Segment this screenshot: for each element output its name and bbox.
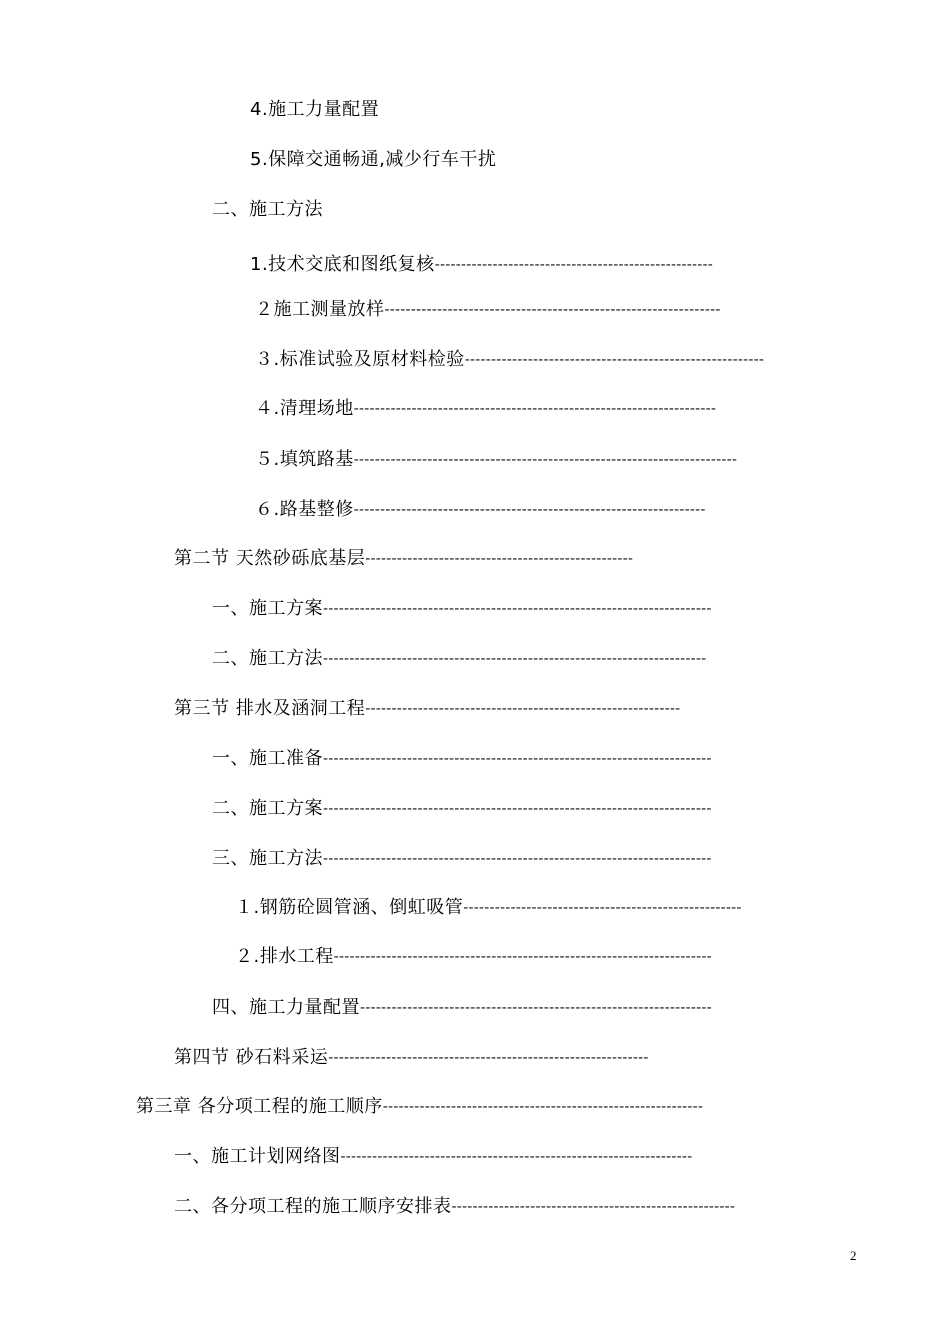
toc-entry xyxy=(250,252,790,278)
toc-leader-dashes: ------------------------------------------------------------------- xyxy=(340,1149,693,1165)
toc-entry xyxy=(212,197,323,223)
toc-entry-text: 二、各分项工程的施工顺序安排表 xyxy=(174,1196,452,1217)
toc-entry xyxy=(212,596,822,622)
toc-leader-dashes: -------------------------------------------------------------------------- xyxy=(323,801,712,817)
toc-entry-text: 第二节 天然砂砾底基层 xyxy=(174,548,366,569)
toc-leader-dashes: ------------------------------------------------------------ xyxy=(365,701,681,717)
toc-entry-text: １.钢筋砼圆管涵、倒虹吸管 xyxy=(235,897,464,918)
toc-leader-dashes: ------------------------------------------------------------- xyxy=(382,1099,704,1115)
toc-entry-text: 二、施工方法 xyxy=(212,648,323,669)
toc-entry xyxy=(250,147,496,173)
toc-entry-text: 第四节 砂石料采运 xyxy=(174,1047,329,1068)
toc-entry-text: ２.排水工程 xyxy=(235,946,334,967)
toc-entry xyxy=(255,297,795,323)
toc-entry xyxy=(255,347,832,373)
toc-entry xyxy=(255,497,806,523)
toc-entry xyxy=(212,746,822,772)
toc-entry-text: 4.施工力量配置 xyxy=(250,99,380,120)
toc-entry xyxy=(255,447,832,473)
toc-entry xyxy=(212,796,822,822)
toc-entry xyxy=(136,1094,782,1120)
toc-entry-text: 5.保障交通畅通,减少行车干扰 xyxy=(250,149,497,170)
toc-entry-text: ２施工测量放样 xyxy=(255,299,385,320)
toc-entry-text: 第三节 排水及涵洞工程 xyxy=(174,698,366,719)
toc-entry xyxy=(174,1144,782,1170)
toc-leader-dashes: ----------------------------------------------------- xyxy=(463,900,742,916)
toc-leader-dashes: ------------------------------------------------------------------------- xyxy=(323,651,707,667)
toc-entry-text: 二、施工方法 xyxy=(212,199,323,220)
toc-leader-dashes: ------------------------------------------------------------- xyxy=(328,1050,649,1066)
toc-leader-dashes: ------------------------------------------------------------------- xyxy=(360,1000,712,1016)
toc-leader-dashes: --------------------------------------------------- xyxy=(365,551,634,567)
toc-entry-text: ４.清理场地 xyxy=(255,398,354,419)
toc-entry-text: 第三章 各分项工程的施工顺序 xyxy=(136,1096,383,1117)
toc-leader-dashes: ------------------------------------------------------ xyxy=(451,1199,736,1215)
toc-leader-dashes: -------------------------------------------------------------------------- xyxy=(323,601,712,617)
toc-entry-text: ５.填筑路基 xyxy=(255,449,354,470)
toc-entry-text: ３.标准试验及原材料检验 xyxy=(255,349,465,370)
toc-entry-text: 一、施工计划网络图 xyxy=(174,1146,341,1167)
toc-leader-dashes: ------------------------------------------------------------------------- xyxy=(353,452,738,468)
toc-leader-dashes: -------------------------------------------------------------------------- xyxy=(323,851,712,867)
toc-entry xyxy=(255,396,812,422)
toc-entry-text: ６.路基整修 xyxy=(255,499,354,520)
toc-entry xyxy=(250,97,379,123)
toc-entry-text: 四、施工力量配置 xyxy=(212,997,360,1018)
toc-entry xyxy=(174,546,714,572)
toc-leader-dashes: ---------------------------------------------------------------- xyxy=(384,302,721,318)
toc-entry xyxy=(174,1194,780,1220)
toc-entry-text: 一、施工准备 xyxy=(212,748,323,769)
toc-leader-dashes: ------------------------------------------------------------------- xyxy=(353,502,706,518)
toc-entry xyxy=(212,846,822,872)
toc-leader-dashes: ------------------------------------------------------------------------ xyxy=(333,949,712,965)
toc-leader-dashes: --------------------------------------------------------------------- xyxy=(353,401,717,417)
page-number: 2 xyxy=(850,1248,857,1263)
toc-leader-dashes: -------------------------------------------------------------------------- xyxy=(323,751,712,767)
toc-entry xyxy=(212,995,822,1021)
toc-leader-dashes: --------------------------------------------------------- xyxy=(464,352,765,368)
toc-entry xyxy=(235,895,818,921)
toc-entry xyxy=(212,646,815,672)
toc-entry-text: 三、施工方法 xyxy=(212,848,323,869)
toc-entry xyxy=(174,1045,776,1071)
toc-entry-text: 1.技术交底和图纸复核 xyxy=(250,254,435,275)
toc-entry xyxy=(235,944,826,970)
toc-entry-text: 一、施工方案 xyxy=(212,598,323,619)
toc-entry xyxy=(174,696,782,722)
toc-entry-text: 二、施工方案 xyxy=(212,798,323,819)
toc-leader-dashes: ----------------------------------------------------- xyxy=(434,257,714,273)
